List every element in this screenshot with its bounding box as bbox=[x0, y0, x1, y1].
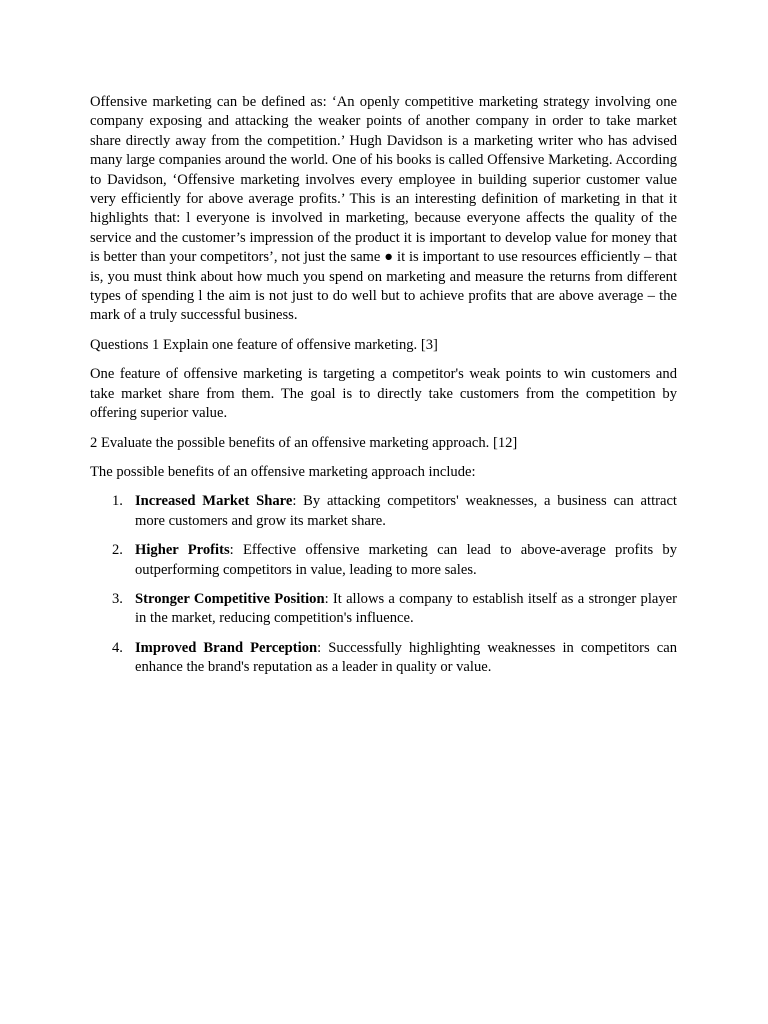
list-item bbox=[90, 590, 677, 629]
list-item-text: : Effective offensive marketing can lead to above-average profits by outperforming competitors in value, leading to more sales. bbox=[135, 542, 677, 578]
list-item-text: : By attacking competitors' weaknesses, a business can attract more customers and grow its market share. bbox=[135, 493, 677, 529]
list-item bbox=[90, 541, 677, 580]
list-item-text: : It allows a company to establish itself as a stronger player in the market, reducing competition's influence. bbox=[135, 590, 677, 627]
list-item-number: 3. bbox=[112, 590, 123, 607]
intro-paragraph: Offensive marketing can be defined as: ‘An openly competitive marketing strategy involving one company exposing and attacking the weaker points of another company in order to take market share directly away from the competition.’ Hugh Davidson is a marketing writer who has advised many large companies around the world. One of his books is called Offensive Marketing. According to Davidson, ‘Offensive marketing involves every employee in building superior customer value very efficiently for above average profits.’ This is an interesting definition of marketing in that it highlights that: l everyone is involved in marketing, because everyone affects the quality of the service and the customer’s impression of the product it is important to develop value for money that is better than your competitors’, not just the same ● it is important to use resources efficiently – that is, you must think about how much you spend on marketing and measure the returns from different types of spending l the aim is not just to do well but to achieve profits that are above average – the mark of a truly successful business. bbox=[90, 94, 677, 324]
list-item bbox=[90, 639, 677, 678]
answer-2-intro: The possible benefits of an offensive marketing approach include: bbox=[90, 463, 476, 480]
question-2: 2 Evaluate the possible benefits of an offensive marketing approach. [12] bbox=[90, 434, 518, 451]
list-item-number: 2. bbox=[112, 542, 123, 559]
question-1: Questions 1 Explain one feature of offensive marketing. [3] bbox=[90, 336, 438, 353]
list-item-number: 4. bbox=[112, 639, 123, 656]
list-item-number: 1. bbox=[112, 493, 123, 510]
list-item-title: Higher Profits bbox=[135, 542, 230, 559]
benefits-list bbox=[90, 492, 677, 677]
document-page bbox=[90, 93, 677, 688]
list-item-title: Stronger Competitive Position bbox=[135, 590, 325, 607]
list-item-text: : Successfully highlighting weaknesses in competitors can enhance the brand's reputation as a leader in quality or value. bbox=[135, 639, 677, 676]
answer-1: One feature of offensive marketing is targeting a competitor's weak points to win customers and take market share from them. The goal is to directly take customers from the competition by offering superior value. bbox=[90, 366, 677, 422]
list-item-title: Increased Market Share bbox=[135, 493, 293, 510]
list-item bbox=[90, 492, 677, 531]
list-item-title: Improved Brand Perception bbox=[135, 639, 318, 656]
